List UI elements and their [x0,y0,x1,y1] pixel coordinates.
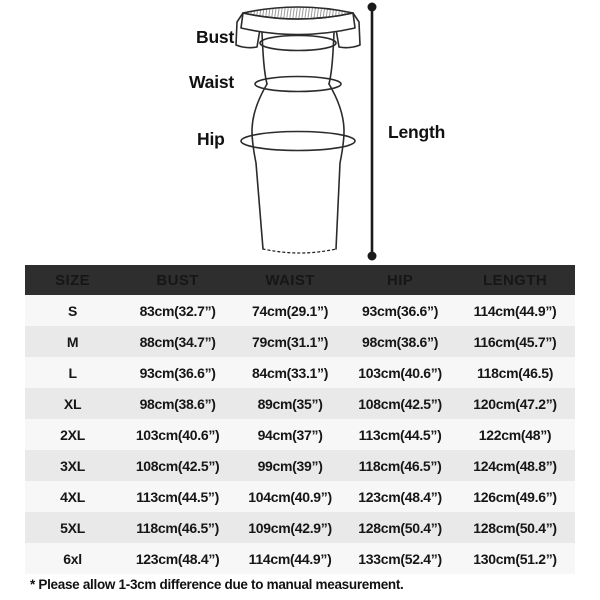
size-cell: S [68,302,78,319]
hip-label: Hip [197,129,225,149]
measurement-cell: 118cm(46.5”) [136,519,219,536]
skirt-left-line [252,84,267,249]
bust-measure-line [260,36,336,51]
table-row [25,388,575,419]
table-row [25,512,575,543]
bust-label: Bust [196,27,235,47]
table-row [25,295,575,326]
measurement-cell: 128cm(50.4”) [358,519,442,536]
table-row [25,357,575,388]
measurement-cell: 114cm(44.9”) [473,302,557,319]
measurement-cell: 98cm(38.6”) [362,333,439,350]
header-waist: WAIST [265,271,315,289]
size-cell: 4XL [60,488,85,505]
measurement-cell: 130cm(51.2”) [473,550,557,567]
table-row [25,419,575,450]
measurement-cell: 93cm(36.6”) [362,302,439,319]
measurement-cell: 103cm(40.6”) [358,364,442,381]
size-table [25,265,575,574]
measurement-cell: 109cm(42.9”) [248,519,332,536]
measurement-cell: 124cm(48.8”) [473,457,557,474]
measurement-cell: 84cm(33.1”) [252,364,329,381]
measurement-cell: 122cm(48”) [478,426,552,443]
length-label: Length [388,122,446,142]
measurement-cell: 116cm(45.7”) [473,333,557,350]
length-measure-arrow [368,3,377,261]
size-cell: L [68,364,77,381]
size-cell: XL [63,395,82,412]
measurement-cell: 128cm(50.4”) [473,519,557,536]
size-cell: 2XL [60,426,85,443]
header-hip: HIP [386,271,414,289]
measurement-cell: 114cm(44.9”) [248,550,332,567]
measurement-cell: 120cm(47.2”) [473,395,557,412]
table-row [25,543,575,574]
measurement-cell: 123cm(48.4”) [135,550,220,567]
measurement-cell: 98cm(38.6”) [139,395,216,412]
header-bust: BUST [156,271,199,289]
measurement-cell: 74cm(29.1”) [252,302,329,319]
measurement-cell: 123cm(48.4”) [358,488,442,505]
table-row [25,450,575,481]
header-length: LENGTH [482,271,548,289]
measurement-cell: 79cm(31.1”) [252,333,329,350]
skirt-hem-dotted [263,249,336,253]
waist-label: Waist [189,72,235,92]
size-table-body [25,295,575,574]
measurement-cell: 126cm(49.6”) [473,488,557,505]
size-cell: 5XL [60,519,85,536]
table-row [25,481,575,512]
dress-diagram [0,0,600,262]
measurement-cell: 113cm(44.5”) [136,488,219,505]
measurement-cell: 93cm(36.6”) [139,364,216,381]
size-table-header-row [25,265,575,295]
measurement-cell: 108cm(42.5”) [135,457,220,474]
measurement-cell: 103cm(40.6”) [135,426,220,443]
waist-measure-line [255,77,341,92]
measurement-cell: 89cm(35”) [257,395,323,412]
header-size: SIZE [55,271,91,289]
measurement-cell: 113cm(44.5”) [358,426,442,443]
size-cell: M [66,333,79,350]
table-row [25,326,575,357]
measurement-cell: 118cm(46.5”) [358,457,442,474]
measurement-footnote: * Please allow 1-3cm difference due to manual measurement. [30,577,404,592]
size-cell: 3XL [60,457,85,474]
measurement-cell: 88cm(34.7”) [139,333,216,350]
size-cell: 6xl [63,550,82,567]
measurement-cell: 133cm(52.4”) [358,550,442,567]
measurement-cell: 118cm(46.5) [476,364,554,381]
hip-measure-line [241,132,355,151]
measurement-cell: 104cm(40.9”) [248,488,332,505]
measurement-cell: 108cm(42.5”) [358,395,442,412]
skirt-right-line [329,84,344,249]
measurement-cell: 94cm(37”) [257,426,323,443]
measurement-cell: 83cm(32.7”) [139,302,216,319]
measurement-cell: 99cm(39”) [257,457,323,474]
